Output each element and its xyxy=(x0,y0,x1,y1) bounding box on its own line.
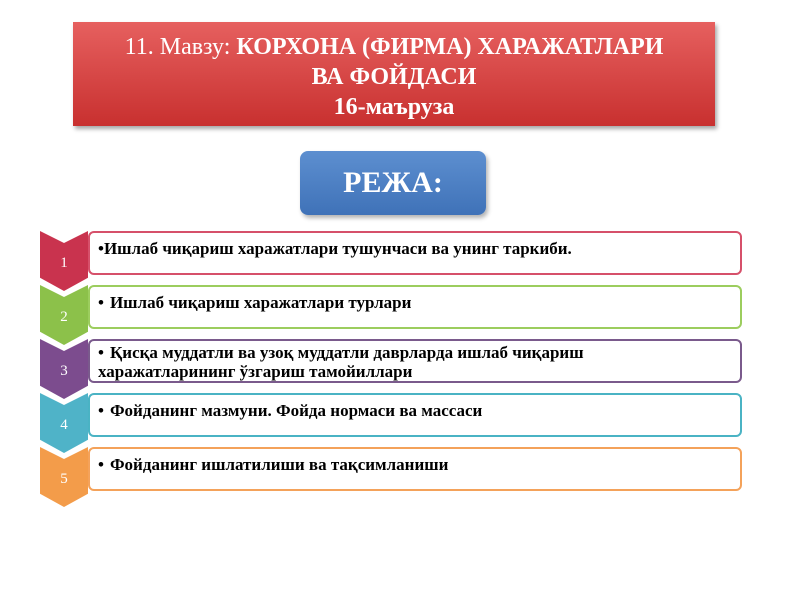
item-text-content: Фойданинг ишлатилиши ва тақсимланиши xyxy=(109,455,449,474)
plan-item-5 xyxy=(40,447,742,493)
item-number: 5 xyxy=(60,471,68,487)
plan-item-2 xyxy=(40,285,742,331)
bullet-icon: • xyxy=(98,455,104,474)
item-text-line2: харажатларининг ўзгариш тамойиллари xyxy=(98,362,413,381)
item-number: 1 xyxy=(60,255,68,271)
item-number: 2 xyxy=(60,309,68,325)
bullet-icon: • xyxy=(98,343,104,362)
item-text xyxy=(98,401,734,420)
item-text-content: Ишлаб чиқариш харажатлари турлари xyxy=(109,293,412,312)
topic-title-line1: КОРХОНА (ФИРМА) ХАРАЖАТЛАРИ xyxy=(236,34,664,60)
plan-item-1 xyxy=(40,231,742,277)
item-text-line1: Қисқа муддатли ва узоқ муддатли даврларда ишлаб чиқариш xyxy=(109,343,584,362)
lecture-subtitle: 16-маъруза xyxy=(333,94,455,120)
title-banner xyxy=(73,22,715,126)
bullet-icon: • xyxy=(98,293,104,312)
item-number: 3 xyxy=(60,363,68,379)
plan-item-3 xyxy=(40,339,742,385)
item-text xyxy=(98,455,734,474)
topic-title-line2: ВА ФОЙДАСИ xyxy=(311,64,477,90)
topic-prefix: 11. Мавзу: xyxy=(124,34,237,60)
plan-item-4 xyxy=(40,393,742,439)
item-text: •Ишлаб чиқариш харажатлари тушунчаси ва унинг таркиби. xyxy=(98,239,572,258)
item-text-content: Фойданинг мазмуни. Фойда нормаси ва массаси xyxy=(109,401,483,420)
item-text xyxy=(98,293,734,312)
title-line-1 xyxy=(73,33,715,61)
item-text xyxy=(98,343,734,381)
bullet-icon: • xyxy=(98,401,104,420)
plan-label: РЕЖА: xyxy=(300,151,486,215)
item-number: 4 xyxy=(60,417,68,433)
